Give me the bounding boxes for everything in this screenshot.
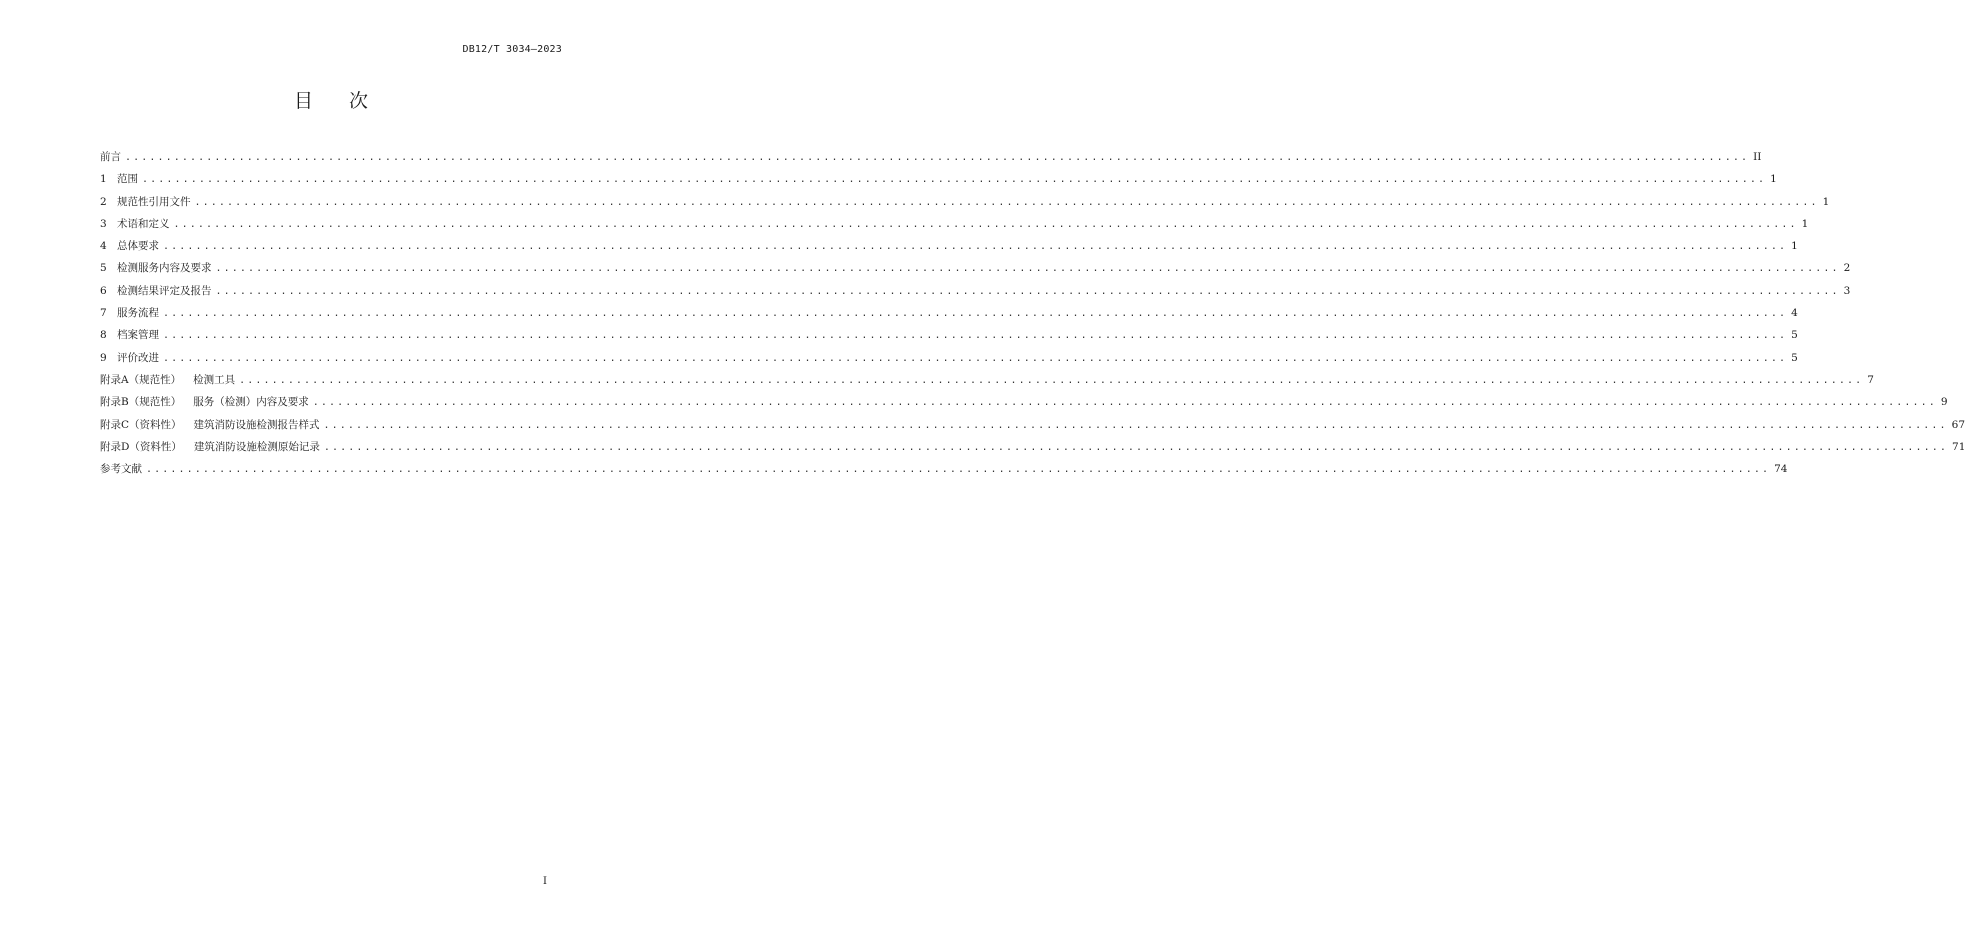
toc-entry[interactable] (100, 213, 1809, 235)
toc-entry-title (100, 391, 309, 413)
title-part-2: 次 (349, 90, 369, 112)
toc-entry-label: 服务流程 (117, 307, 159, 320)
toc-entry[interactable] (100, 257, 1851, 279)
toc-entry-page: 9 (1940, 396, 1948, 409)
title-part-1: 目 (293, 90, 313, 112)
toc-entry-number: 1 (100, 173, 107, 186)
toc-entry-label: 参考文献 (100, 463, 142, 476)
toc-dot-leader: ........................................................................................................................................................................................................ (312, 397, 1937, 409)
toc-dot-leader: ........................................................................................................................................................................................................ (163, 330, 1788, 342)
toc-dot-leader: ........................................................................................................................................................................................................ (323, 441, 1949, 453)
toc-entry-subtitle: 建筑消防设施检测原始记录 (193, 440, 320, 453)
toc-entry[interactable] (100, 458, 1788, 480)
toc-entry-page: 4 (1791, 307, 1798, 320)
toc-entry-title (100, 369, 235, 391)
toc-entry-page: 7 (1867, 373, 1874, 386)
toc-entry-subtitle: 建筑消防设施检测报告样式 (193, 418, 320, 431)
toc-entry-label: 附录C（资料性） (100, 418, 182, 431)
toc-entry-number: 2 (100, 195, 107, 208)
toc-entry[interactable] (100, 168, 1777, 190)
toc-entry-page: 2 (1843, 262, 1851, 275)
toc-entry[interactable] (100, 302, 1798, 324)
toc-dot-leader: ........................................................................................................................................................................................................ (194, 196, 1819, 208)
toc-entry-number: 6 (100, 284, 107, 297)
toc-entry-label: 总体要求 (117, 240, 159, 253)
toc-entry-label: 附录D（资料性） (100, 440, 182, 453)
toc-entry-page: 67 (1951, 418, 1965, 431)
toc-dot-leader: ........................................................................................................................................................................................................ (215, 285, 1840, 297)
toc-entry[interactable] (100, 280, 1851, 302)
toc-entry-label: 检测服务内容及要求 (117, 262, 212, 275)
toc-entry-title (100, 436, 320, 458)
toc-dot-leader: ........................................................................................................................................................................................................ (142, 174, 1767, 186)
toc-entry-page: 1 (1770, 173, 1777, 186)
toc-dot-leader: ........................................................................................................................................................................................................ (163, 241, 1788, 253)
toc-entry-title (100, 191, 191, 213)
toc-entry-page: 1 (1791, 240, 1798, 253)
page-title (0, 86, 662, 113)
toc-entry-page: 71 (1952, 440, 1965, 453)
toc-entry-label: 检测结果评定及报告 (117, 284, 212, 297)
toc-entry-page: 74 (1774, 463, 1788, 476)
toc-entry-title (100, 146, 121, 168)
toc-entry-title (100, 347, 159, 369)
toc-entry-subtitle: 服务（检测）内容及要求 (193, 396, 309, 409)
toc-entry-title (100, 213, 170, 235)
toc-entry[interactable] (100, 324, 1798, 346)
toc-entry-page: 3 (1843, 284, 1851, 297)
toc-entry-label: 档案管理 (117, 329, 159, 342)
page-number: I (543, 876, 547, 887)
toc-entry-title (100, 280, 212, 302)
toc-entry-page: 1 (1801, 217, 1809, 230)
toc-entry-label: 评价改进 (117, 351, 159, 364)
toc-entry-title (100, 414, 320, 436)
toc-dot-leader: ........................................................................................................................................................................................................ (173, 218, 1798, 230)
toc-entry-title (100, 458, 142, 480)
toc-entry-number: 5 (100, 262, 107, 275)
toc-entry[interactable] (100, 347, 1798, 369)
toc-dot-leader: ........................................................................................................................................................................................................ (323, 419, 1948, 431)
toc-entry-label: 前言 (100, 151, 121, 163)
toc-entry[interactable] (100, 235, 1798, 257)
toc-dot-leader: ........................................................................................................................................................................................................ (239, 374, 1864, 386)
toc-entry-title (100, 235, 159, 257)
toc-entry-label: 术语和定义 (117, 217, 170, 230)
toc-entry-label: 规范性引用文件 (117, 195, 191, 208)
toc-entry-page: 5 (1791, 329, 1798, 342)
toc-entry[interactable] (100, 414, 1965, 436)
toc-entry[interactable] (100, 391, 1948, 413)
toc-entry-title (100, 324, 159, 346)
toc-dot-leader: ........................................................................................................................................................................................................ (146, 464, 1771, 476)
toc-dot-leader: ........................................................................................................................................................................................................ (163, 308, 1788, 320)
toc-entry[interactable] (100, 146, 1762, 168)
toc-dot-leader: ........................................................................................................................................................................................................ (125, 152, 1750, 163)
document-id: DB12/T 3034—2023 (462, 44, 562, 55)
toc-entry-number: 3 (100, 217, 107, 230)
toc-entry[interactable] (100, 369, 1874, 391)
toc-entry-number: 7 (100, 307, 107, 320)
toc-entry-label: 附录A（规范性） (100, 373, 182, 386)
toc-entry[interactable] (100, 436, 1965, 458)
toc-entry-number: 9 (100, 351, 107, 364)
toc-entry-page: 5 (1791, 351, 1798, 364)
toc-entry-number: 4 (100, 240, 107, 253)
toc-entry-subtitle: 检测工具 (193, 373, 236, 386)
toc-entry-page: II (1753, 151, 1762, 163)
toc-entry-label: 范围 (117, 173, 138, 186)
toc-entry[interactable] (100, 191, 1830, 213)
toc-entry-number: 8 (100, 329, 107, 342)
toc-entry-title (100, 302, 159, 324)
toc-entry-title (100, 257, 212, 279)
table-of-contents (100, 146, 1965, 480)
toc-dot-leader: ........................................................................................................................................................................................................ (215, 263, 1840, 275)
toc-entry-label: 附录B（规范性） (100, 396, 182, 409)
toc-entry-page: 1 (1822, 195, 1830, 208)
toc-dot-leader: ........................................................................................................................................................................................................ (163, 352, 1788, 364)
toc-entry-title (100, 168, 138, 190)
